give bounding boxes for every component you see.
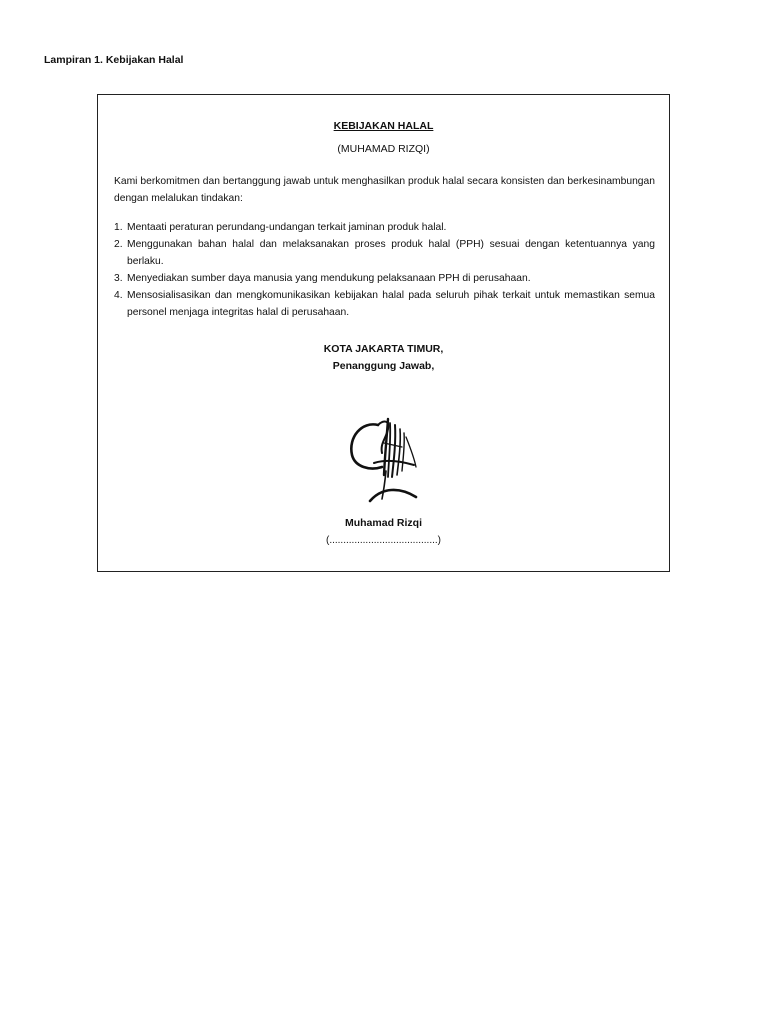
action-text: Mensosialisasikan dan mengkomunikasikan kebijakan halal pada seluruh pihak terkait untuk memastikan semua personel menjaga integritas halal di perusahaan.	[127, 290, 655, 318]
signer-name: Muhamad Rizqi	[344, 517, 422, 529]
policy-intro: Kami berkomitmen dan bertanggung jawab untuk menghasilkan produk halal secara konsisten dan berkesinambungan dengan melalukan tindakan:	[114, 176, 655, 204]
action-text: Menyediakan sumber daya manusia yang mendukung pelaksanaan PPH di perusahaan.	[127, 273, 531, 284]
action-number: 2.	[114, 239, 123, 250]
action-text: Mentaati peraturan perundang-undangan terkait jaminan produk halal.	[127, 222, 447, 233]
attachment-heading: Lampiran 1. Kebijakan Halal	[44, 54, 184, 66]
action-item	[114, 219, 655, 236]
signature-line: (.......................................)	[325, 535, 441, 546]
policy-title: KEBIJAKAN HALAL	[333, 120, 434, 132]
signer-role: Penanggung Jawab,	[332, 360, 435, 372]
action-item	[114, 270, 655, 287]
action-number: 3.	[114, 273, 123, 284]
action-item	[114, 287, 655, 321]
action-list	[114, 219, 655, 321]
action-text: Menggunakan bahan halal dan melaksanakan proses produk halal (PPH) sesuai dengan ketentuannya yang berlaku.	[127, 239, 655, 267]
policy-subtitle: (MUHAMAD RIZQI)	[337, 143, 430, 155]
action-item	[114, 236, 655, 270]
handwritten-signature	[344, 413, 428, 509]
signing-city: KOTA JAKARTA TIMUR,	[323, 343, 444, 355]
action-number: 4.	[114, 290, 123, 301]
policy-box	[97, 94, 670, 572]
action-number: 1.	[114, 222, 123, 233]
